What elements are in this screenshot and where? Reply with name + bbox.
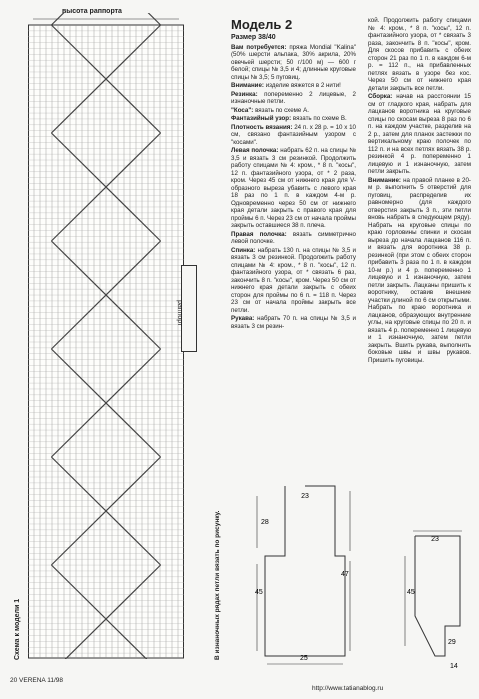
page-footer-left: 20 VERENA 11/98 xyxy=(10,677,63,684)
paragraph-heading: Спинка: xyxy=(231,246,258,254)
front-pattern xyxy=(255,486,350,664)
col1-paragraph xyxy=(231,107,356,115)
chart-header: высота раппорта xyxy=(62,8,122,15)
paragraph-text: кой. Продолжить работу спицами № 4: кром., * 8 п. "косы", 12 п. фантазийного узора, от * связать 3 раза, закончить 8 п. "косы", кром. Для скосов прибавить с обеих сторон 21 раз по 1 п. в каждом 6-м р. = 112 п., на прибавленных петлях вязать в узоре без кос. Через 50 см от нижнего края детали закрыть все петли. xyxy=(368,17,471,92)
paragraph-heading: "Коса": xyxy=(231,106,256,114)
article-title: Модель 2 xyxy=(231,17,293,32)
col1-paragraph xyxy=(231,91,356,106)
page-footer-url[interactable]: http://www.tatianablog.ru xyxy=(312,685,384,692)
column-1-body xyxy=(231,44,356,331)
dim-front-23: 23 xyxy=(301,493,309,500)
col1-paragraph xyxy=(231,124,356,147)
pattern-diagrams xyxy=(245,476,470,676)
chart-note: В изнаночных рядах петли вязать по рисунку. xyxy=(214,510,221,660)
paragraph-text: набрать 130 п. на спицы № 3,5 и вязать 3 см резинкой. Продолжить работу спицами № 4: кром., * 8 п. "косы", 12 п. фантазийного узора, от * связать 6 раз, закончить 8 п. "косы", кром. Через 50 см от нижнего края детали закрыть с обеих сторон для проймы по 6 п. = 118 п. Через 23 см от начала проймы закрыть все петли. xyxy=(231,246,356,314)
chart-grid xyxy=(28,13,184,659)
paragraph-heading: Внимание: xyxy=(231,82,266,89)
paragraph-heading: Сборка: xyxy=(368,93,397,100)
paragraph-heading: Рукава: xyxy=(231,315,258,322)
dim-front-25: 25 xyxy=(300,655,308,662)
col1-paragraph xyxy=(231,44,356,82)
paragraph-heading: Вам потребуется: xyxy=(231,43,290,51)
paragraph-heading: Внимание: xyxy=(368,176,404,184)
sleeve-pattern xyxy=(405,531,462,670)
col1-paragraph xyxy=(231,315,356,330)
paragraph-text: вязать по схеме В. xyxy=(292,115,347,122)
paragraph-text: попеременно 2 лицевые, 2 изнаночные петли. xyxy=(231,90,356,105)
rapport-label: раппорт xyxy=(176,300,183,327)
col2-paragraph xyxy=(368,17,471,92)
paragraph-heading: Правая полочка: xyxy=(231,230,293,238)
paragraph-heading: Левая полочка: xyxy=(231,147,281,154)
article-column-1 xyxy=(231,17,356,331)
dim-sleeve-14: 14 xyxy=(450,663,458,670)
paragraph-text: на правой планке в 20-м р. выполнить 5 отверстий для пуговиц, распределив их равномерно (для каждого отверстия закрыть 3 п., эти петли вновь набрать в следующем ряду). Набрать на круговые спицы по краю горловины спинки и скосам выреза до начала лацканов 116 п. и вязать для воротника 38 р. резинкой (при этом с обеих сторон прибавить 3 раза по 1 п. в каждом 10-м р.) и 4 р. попеременно 1 лицевую и 1 изнаночную, затем петли закрыть. Лацканы пришить к воротнику, оставив внешние участки длиной по 6 см открытыми. Набрать по краю воротника и лацканов, образующих внутренние углы, на круговые спицы по 20 п. и вязать 4 р. попеременно 1 лицевую и 1 изнаночную, затем петли закрыть. Вшить рукава, выполнить боковые швы и швы рукавов. Пришить пуговицы. xyxy=(368,176,471,364)
column-2-body xyxy=(368,17,471,364)
dim-sleeve-29: 29 xyxy=(448,639,456,646)
article-size: Размер 38/40 xyxy=(231,34,276,41)
col1-paragraph xyxy=(231,147,356,230)
paragraph-heading: Плотность вязания: xyxy=(231,123,295,131)
article-column-2 xyxy=(368,17,471,365)
paragraph-text: 24 п. х 28 р. = 10 х 10 см, связано фантазийным узором с "косами". xyxy=(231,123,356,146)
paragraph-text: изделие вяжется в 2 нити! xyxy=(265,82,341,89)
paragraph-text: набрать 62 п. на спицы № 3,5 и вязать 3 см резинкой. Продолжить работу спицами № 4: кром., * 8 п. "косы", 12 п. фантазийного узора, от * 2 раза, кром. Через 45 см от нижнего края для V-образного выреза убавить с левого края 18 раз по 1 п. в каждом 4-м р. Одновременно через 50 см от нижнего края детали закрыть с правого края для проймы 6 п. Через 23 см от начала проймы закрыть оставшиеся 38 п. плеча. xyxy=(231,147,356,229)
dim-sleeve-45: 45 xyxy=(407,589,415,596)
paragraph-text: набрать 70 п. на спицы № 3,5 и вязать 3 см резин- xyxy=(231,315,356,330)
dim-front-28: 28 xyxy=(261,519,269,526)
col2-paragraph xyxy=(368,93,471,176)
paragraph-text: вязать симметрично левой полочке. xyxy=(231,230,356,245)
rapport-bracket xyxy=(181,265,197,352)
knitting-chart xyxy=(28,13,184,659)
col2-paragraph xyxy=(368,177,471,365)
dim-front-47: 47 xyxy=(341,571,349,578)
paragraph-text: пряжа Mondial "Kalina" (50% шерсти альпака, 30% акрила, 20% овечьей шерсти; 50 г/100 м) — 600 г белой; спицы № 3,5 и 4; длинные круговые спицы № 3,5; 5 пуговиц. xyxy=(231,43,356,81)
paragraph-heading: Фантазийный узор: xyxy=(231,115,293,122)
col1-paragraph xyxy=(231,115,356,123)
paragraph-heading: Резинка: xyxy=(231,90,265,98)
paragraph-text: начав на расстоянии 15 см от гладкого края, набрать для лацканов воротника на круговые спицы по скосам выреза 8 раз по 6 п. на каждом участке, разделив на 2 р., затем для планок застежки по вертикальному краю полочек по 112 п. и на всех петлях вязать 38 р. резинкой 4 р. попеременно 1 лицевую и 1 изнаночную, затем петли закрыть. xyxy=(368,93,471,175)
paragraph-text: вязать по схеме А. xyxy=(255,106,309,114)
col1-paragraph xyxy=(231,82,356,90)
dim-front-45: 45 xyxy=(255,589,263,596)
col1-paragraph xyxy=(231,231,356,246)
dim-sleeve-23: 23 xyxy=(431,536,439,543)
scheme-caption: Схема к модели 1 xyxy=(14,598,21,660)
col1-paragraph xyxy=(231,247,356,315)
